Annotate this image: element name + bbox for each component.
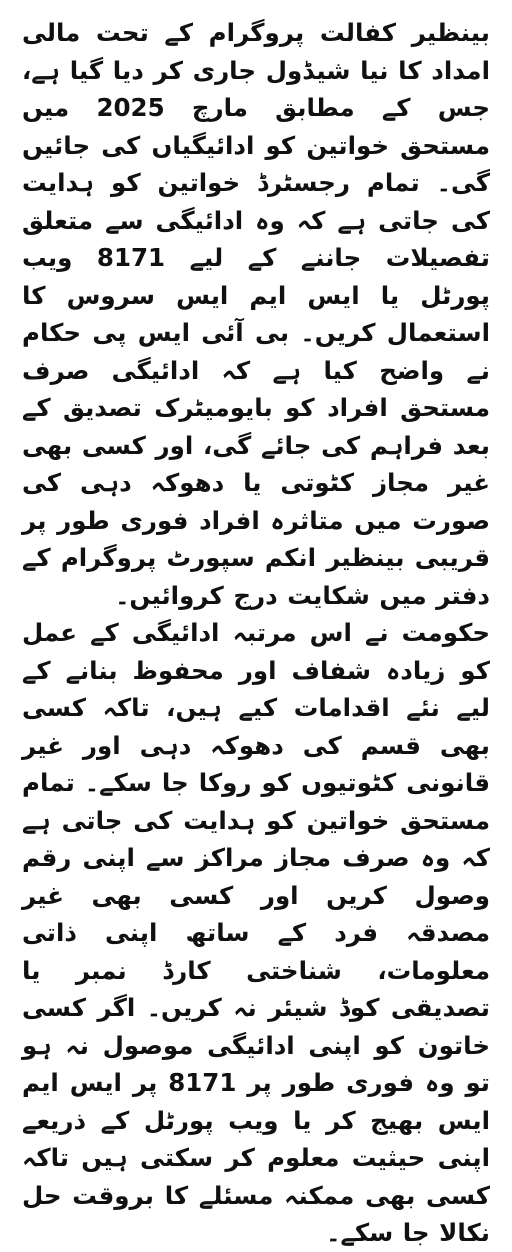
article-paragraph-1: بینظیر کفالت پروگرام کے تحت مالی امداد کا نیا شیڈول جاری کر دیا گیا ہے، جس کے مطابق مارچ 2025 میں مستحق خواتین کو ادائیگیاں کی جائیں گی۔ تمام رجسٹرڈ خواتین کو ہدایت کی جاتی ہے کہ وہ ادائیگی سے متعلق تفصیلات جاننے کے لیے 8171 ویب پورٹل یا ایس ایم ایس سروس کا استعمال کریں۔ بی آئی ایس پی حکام نے واضح کیا ہے کہ ادائیگی صرف مستحق افراد کو بایومیٹرک تصدیق کے بعد فراہم کی جائے گی، اور کسی بھی غیر مجاز کٹوتی یا دھوکہ دہی کی صورت میں متاثرہ افراد فوری طور پر قریبی بینظیر انکم سپورٹ پروگرام کے دفتر میں شکایت درج کروائیں۔	[22, 18, 490, 610]
article-paragraph-2: حکومت نے اس مرتبہ ادائیگی کے عمل کو زیادہ شفاف اور محفوظ بنانے کے لیے نئے اقدامات کیے ہیں، تاکہ کسی بھی قسم کی دھوکہ دہی اور غیر قانونی کٹوتیوں کو روکا جا سکے۔ تمام مستحق خواتین کو ہدایت کی جاتی ہے کہ وہ صرف مجاز مراکز سے اپنی رقم وصول کریں اور کسی بھی غیر مصدقہ فرد کے ساتھ اپنی ذاتی معلومات، شناختی کارڈ نمبر یا تصدیقی کوڈ شیئر نہ کریں۔ اگر کسی خاتون کو اپنی ادائیگی موصول نہ ہو تو وہ فوری طور پر 8171 پر ایس ایم ایس بھیج کر یا ویب پورٹل کے ذریعے اپنی حیثیت معلوم کر سکتی ہیں تاکہ کسی بھی ممکنہ مسئلے کا بروقت حل نکالا جا سکے۔	[22, 618, 491, 1247]
